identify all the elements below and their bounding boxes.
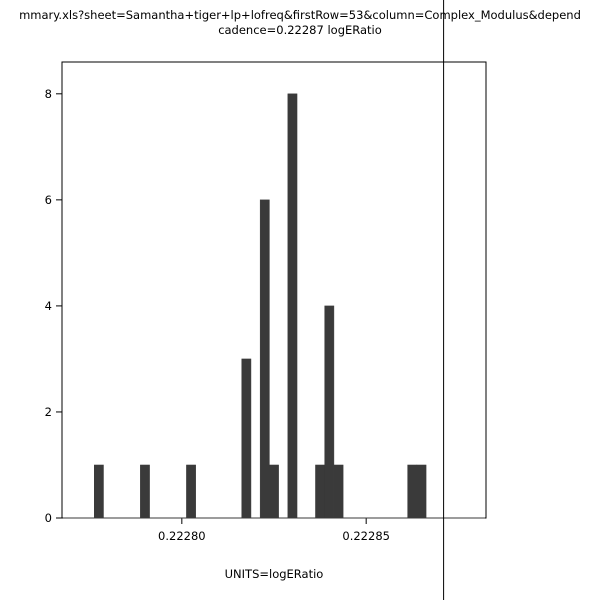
x-axis-title: UNITS=logERatio	[224, 567, 324, 581]
histogram-bar	[325, 306, 334, 518]
y-tick-label: 4	[44, 298, 52, 313]
y-tick-label: 6	[44, 192, 52, 207]
y-tick-label: 2	[44, 404, 52, 419]
y-tick-label: 0	[44, 511, 52, 525]
histogram-bar	[288, 94, 297, 518]
chart-title-line1: mmary.xls?sheet=Samantha+tiger+lp+lofreq&firstRow=53&column=Complex_Modulus&depend	[19, 8, 581, 22]
histogram-bar	[417, 465, 426, 518]
x-axis-ticks	[158, 518, 390, 543]
histogram-bar	[140, 465, 149, 518]
histogram-bar	[186, 465, 195, 518]
histogram-bar	[408, 465, 417, 518]
chart-title-line2: cadence=0.22287 logERatio	[218, 23, 382, 37]
y-tick-label: 8	[44, 86, 52, 101]
histogram-bar	[94, 465, 103, 518]
histogram-bar	[315, 465, 324, 518]
plot-area-frame	[62, 62, 486, 518]
x-tick-label: 0.22280	[158, 529, 206, 543]
histogram-bar	[269, 465, 278, 518]
x-tick-label: 0.22285	[342, 529, 390, 543]
histogram-bar	[334, 465, 343, 518]
histogram-bar	[242, 359, 251, 518]
y-axis-ticks	[45, 87, 62, 525]
histogram-bar	[260, 200, 269, 518]
